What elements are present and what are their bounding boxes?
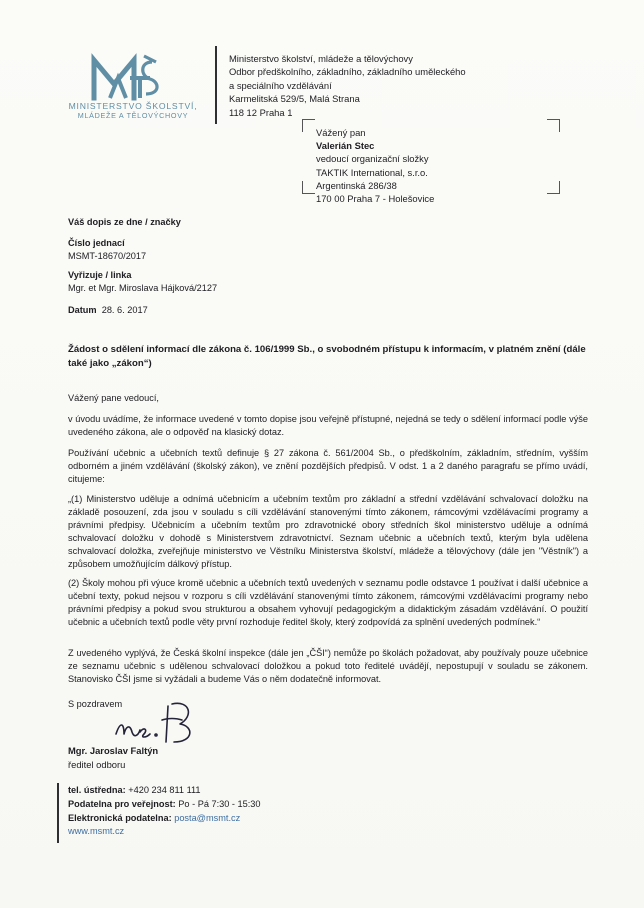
paragraph-1: v úvodu uvádíme, že informace uvedené v tomto dopise jsou veřejně přístupné, nejedná se tedy o sdělení informací podle výše uvedeného zákona, ale o odpověď na klasický dotaz.	[68, 414, 588, 438]
sender-line: 118 12 Praha 1	[229, 106, 293, 118]
recipient-address	[316, 126, 434, 205]
ministry-logo-icon	[58, 52, 208, 132]
email-link[interactable]: posta@msmt.cz	[171, 812, 241, 823]
address-window-corner	[302, 119, 315, 132]
sender-line: a speciálního vzdělávání	[229, 79, 332, 91]
paragraph-3: „(1) Ministerstvo uděluje a odnímá učebnicím a učebním textům pro základní a střední vzdělávání schvalovací doložku na základě posouzení, zda jsou v souladu s cíli vzdělávání stanovenými tímto zákonem, rámcovými vzdělávacími programy a právními předpisy. Učebnicím a učebním textům pro zdravotnické obory středních škol ministerstvo uděluje a odnímá schvalovací doložku v dohodě s Ministerstvem zdravotnictví. Seznam učebnic a učebních textů, kterým byla udělena schvalovací doložka, zveřejňuje ministerstvo ve Věstníku Ministerstva školství, mládeže a tělovýchovy (dále jen "Věstník") a způsobem umožňujícím dálkový přístup.	[68, 494, 588, 570]
sender-line: Odbor předškolního, základního, základního uměleckého	[229, 66, 466, 78]
office-row	[68, 798, 261, 812]
office-hours-value: Po - Pá 7:30 - 15:30	[175, 798, 261, 809]
letter-subject: Žádost o sdělení informací dle zákona č. 106/1999 Sb., o svobodném přístupu k informacím, v platném znění (dále také jako „zákon“)	[68, 344, 586, 369]
reference-label: Číslo jednací	[68, 238, 125, 248]
logo-text-line1: MINISTERSTVO ŠKOLSTVÍ,	[68, 101, 198, 111]
paragraph-4: (2) Školy mohou při výuce kromě učebnic a učebních textů uvedených v seznamu podle odstavce 1 používat i další učebnice a učební texty, pokud nejsou v rozporu s cíli vzdělávání stanovenými tímto zákonem, rámcovými vzdělávacími programy nebo právními předpisy a pokud svou strukturou a obsahem vyhovují pedagogickým a didaktickým zásadám vzdělávání. O použití učebnic a učebních textů podle věty první rozhoduje ředitel školy, který zodpovídá za splnění uvedených podmínek.“	[68, 578, 588, 628]
paragraph-2: Používání učebnic a učebních textů definuje § 27 zákona č. 561/2004 Sb., o předškolním, základním, středním, vyšším odborném a jiném vzdělávání (školský zákon), ve znění pozdějších předpisů. V odst. 1 a 2 daného paragrafu se přímo uvádí, citujeme:	[68, 448, 588, 485]
signer-name: Mgr. Jaroslav Faltýn	[68, 745, 159, 756]
email-row	[68, 812, 261, 826]
website-link[interactable]: www.msmt.cz	[68, 826, 125, 837]
recipient-street: Argentinská 286/38	[316, 179, 397, 191]
greeting: Vážený pane vedoucí,	[68, 393, 159, 403]
recipient-name: Valerián Stec	[316, 140, 375, 152]
handwritten-signature-icon	[110, 696, 200, 748]
email-label: Elektronická podatelna:	[68, 812, 172, 823]
your-letter-label: Váš dopis ze dne / značky	[68, 217, 181, 227]
date-row	[68, 305, 148, 315]
recipient-salutation: Vážený pan	[316, 127, 366, 138]
paragraph-5: Z uvedeného vyplývá, že Česká školní inspekce (dále jen „ČŠI“) nemůže po školách požadovat, aby používaly pouze učebnice ze seznamu učebnic s udělenou schvalovací doložkou a pokud toto ředitelé uvádějí, nepostupují v souladu se zákonem. Stanovisko ČŠI jsme si vyžádali a budeme Vás o něm dodatečně informovat.	[68, 648, 588, 685]
logo-text-line2: MLÁDEŽE A TĚLOVÝCHOVY	[77, 111, 189, 120]
phone-value: +420 234 811 111	[125, 785, 201, 795]
recipient-city: 170 00 Praha 7 - Holešovice	[316, 193, 435, 205]
footer-divider	[57, 783, 59, 843]
office-hours-label: Podatelna pro veřejnost:	[68, 798, 176, 809]
sender-line: Ministerstvo školství, mládeže a tělovýchovy	[229, 53, 413, 64]
header-divider	[215, 46, 217, 124]
address-window-corner	[547, 181, 560, 194]
handled-by-label: Vyřizuje / linka	[68, 270, 132, 280]
closing: S pozdravem	[68, 699, 123, 709]
recipient-role: vedoucí organizační složky	[316, 153, 429, 165]
contact-footer	[68, 784, 261, 839]
sender-address	[229, 52, 466, 119]
sender-line: Karmelitská 529/5, Malá Strana	[229, 93, 360, 105]
reference-value: MSMT-18670/2017	[68, 251, 147, 261]
phone-label: tel. ústředna:	[68, 785, 126, 795]
handled-by-value: Mgr. et Mgr. Miroslava Hájková/2127	[68, 283, 218, 293]
phone-row	[68, 784, 261, 798]
signer-role: ředitel odboru	[68, 759, 126, 770]
address-window-corner	[547, 119, 560, 132]
date-value: 28. 6. 2017	[101, 305, 148, 315]
address-window-corner	[302, 181, 315, 194]
recipient-company: TAKTIK International, s.r.o.	[316, 166, 428, 178]
date-label: Datum	[68, 305, 97, 315]
